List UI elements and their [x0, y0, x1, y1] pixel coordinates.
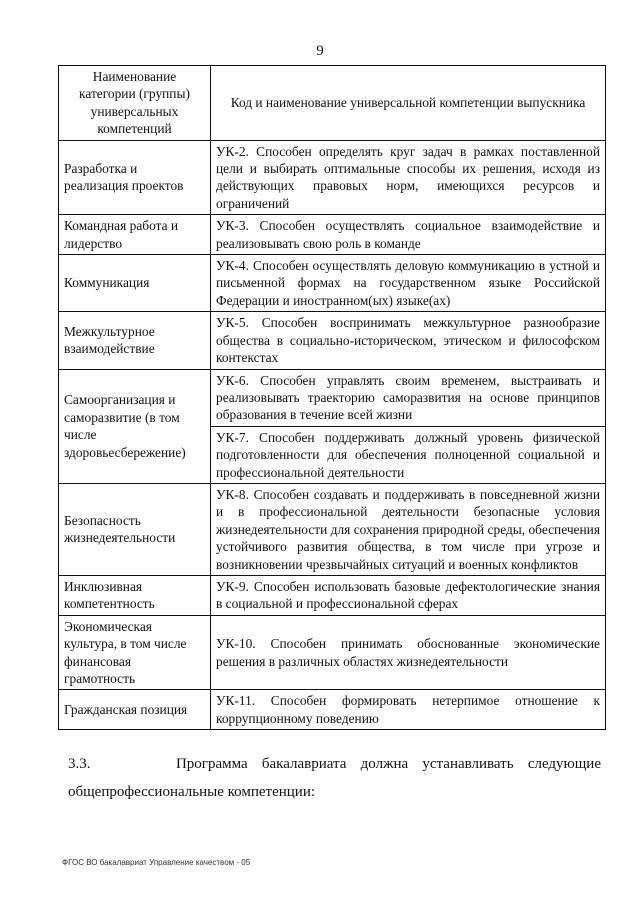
category-cell: Гражданская позиция — [59, 690, 211, 730]
table-row — [59, 690, 606, 730]
category-cell: Инклюзивная компетентность — [59, 575, 211, 615]
competency-cell: УК-10. Способен принимать обоснованные экономические решения в различных областях жизнедеятельности — [211, 615, 606, 690]
table-row — [59, 369, 606, 426]
competency-table — [58, 65, 606, 730]
header-category: Наименование категории (группы) универсальных компетенций — [59, 66, 211, 141]
competency-cell: УК-6. Способен управлять своим временем, выстраивать и реализовывать траекторию саморазвития на основе принципов образования в течение всей жизни — [211, 369, 606, 426]
competency-cell: УК-4. Способен осуществлять деловую коммуникацию в устной и письменной формах на государственном языке Российской Федерации и иностранном(ых) языке(ах) — [211, 255, 606, 312]
category-cell: Безопасность жизнедеятельности — [59, 483, 211, 575]
competency-cell: УК-9. Способен использовать базовые дефектологические знания в социальной и профессиональной сферах — [211, 575, 606, 615]
category-cell: Экономическая культура, в том числе финансовая грамотность — [59, 615, 211, 690]
competency-cell: УК-3. Способен осуществлять социальное взаимодействие и реализовывать свою роль в команде — [211, 215, 606, 255]
competency-cell: УК-2. Способен определять круг задач в рамках поставленной цели и выбирать оптимальные способы их решения, исходя из действующих правовых норм, имеющихся ресурсов и ограничений — [211, 140, 606, 215]
table-header-row — [59, 66, 606, 141]
competency-cell: УК-7. Способен поддерживать должный уровень физической подготовленности для обеспечения полноценной социальной и профессиональной деятельности — [211, 426, 606, 483]
category-cell: Коммуникация — [59, 255, 211, 312]
table-body — [59, 140, 606, 730]
competency-cell: УК-11. Способен формировать нетерпимое отношение к коррупционному поведению — [211, 690, 606, 730]
category-cell: Разработка и реализация проектов — [59, 140, 211, 215]
category-cell: Самоорганизация и саморазвитие (в том числе здоровьесбережение) — [59, 369, 211, 483]
paragraph-line-1: 3.3. Программа бакалавриата должна устанавливать следующие — [68, 756, 601, 772]
table-row — [59, 575, 606, 615]
category-cell: Командная работа и лидерство — [59, 215, 211, 255]
page-number: 9 — [316, 43, 324, 59]
table-row — [59, 215, 606, 255]
table-row — [59, 312, 606, 369]
footer-note: ФГОС ВО бакалавриат Управление качеством - 05 — [62, 858, 251, 867]
paragraph-line-2: общепрофессиональные компетенции: — [68, 784, 316, 800]
table-row — [59, 140, 606, 215]
competency-cell: УК-5. Способен воспринимать межкультурное разнообразие общества в социально-историческом, этическом и философском контекстах — [211, 312, 606, 369]
table-row — [59, 255, 606, 312]
competency-cell: УК-8. Способен создавать и поддерживать в повседневной жизни и в профессиональной деятельности безопасные условия жизнедеятельности для сохранения природной среды, обеспечения устойчивого развития общества, в том числе при угрозе и возникновении чрезвычайных ситуаций и военных конфликтов — [211, 483, 606, 575]
header-competency: Код и наименование универсальной компетенции выпускника — [211, 66, 606, 141]
table-row — [59, 483, 606, 575]
category-cell: Межкультурное взаимодействие — [59, 312, 211, 369]
section-paragraph — [68, 750, 601, 806]
table-row — [59, 615, 606, 690]
